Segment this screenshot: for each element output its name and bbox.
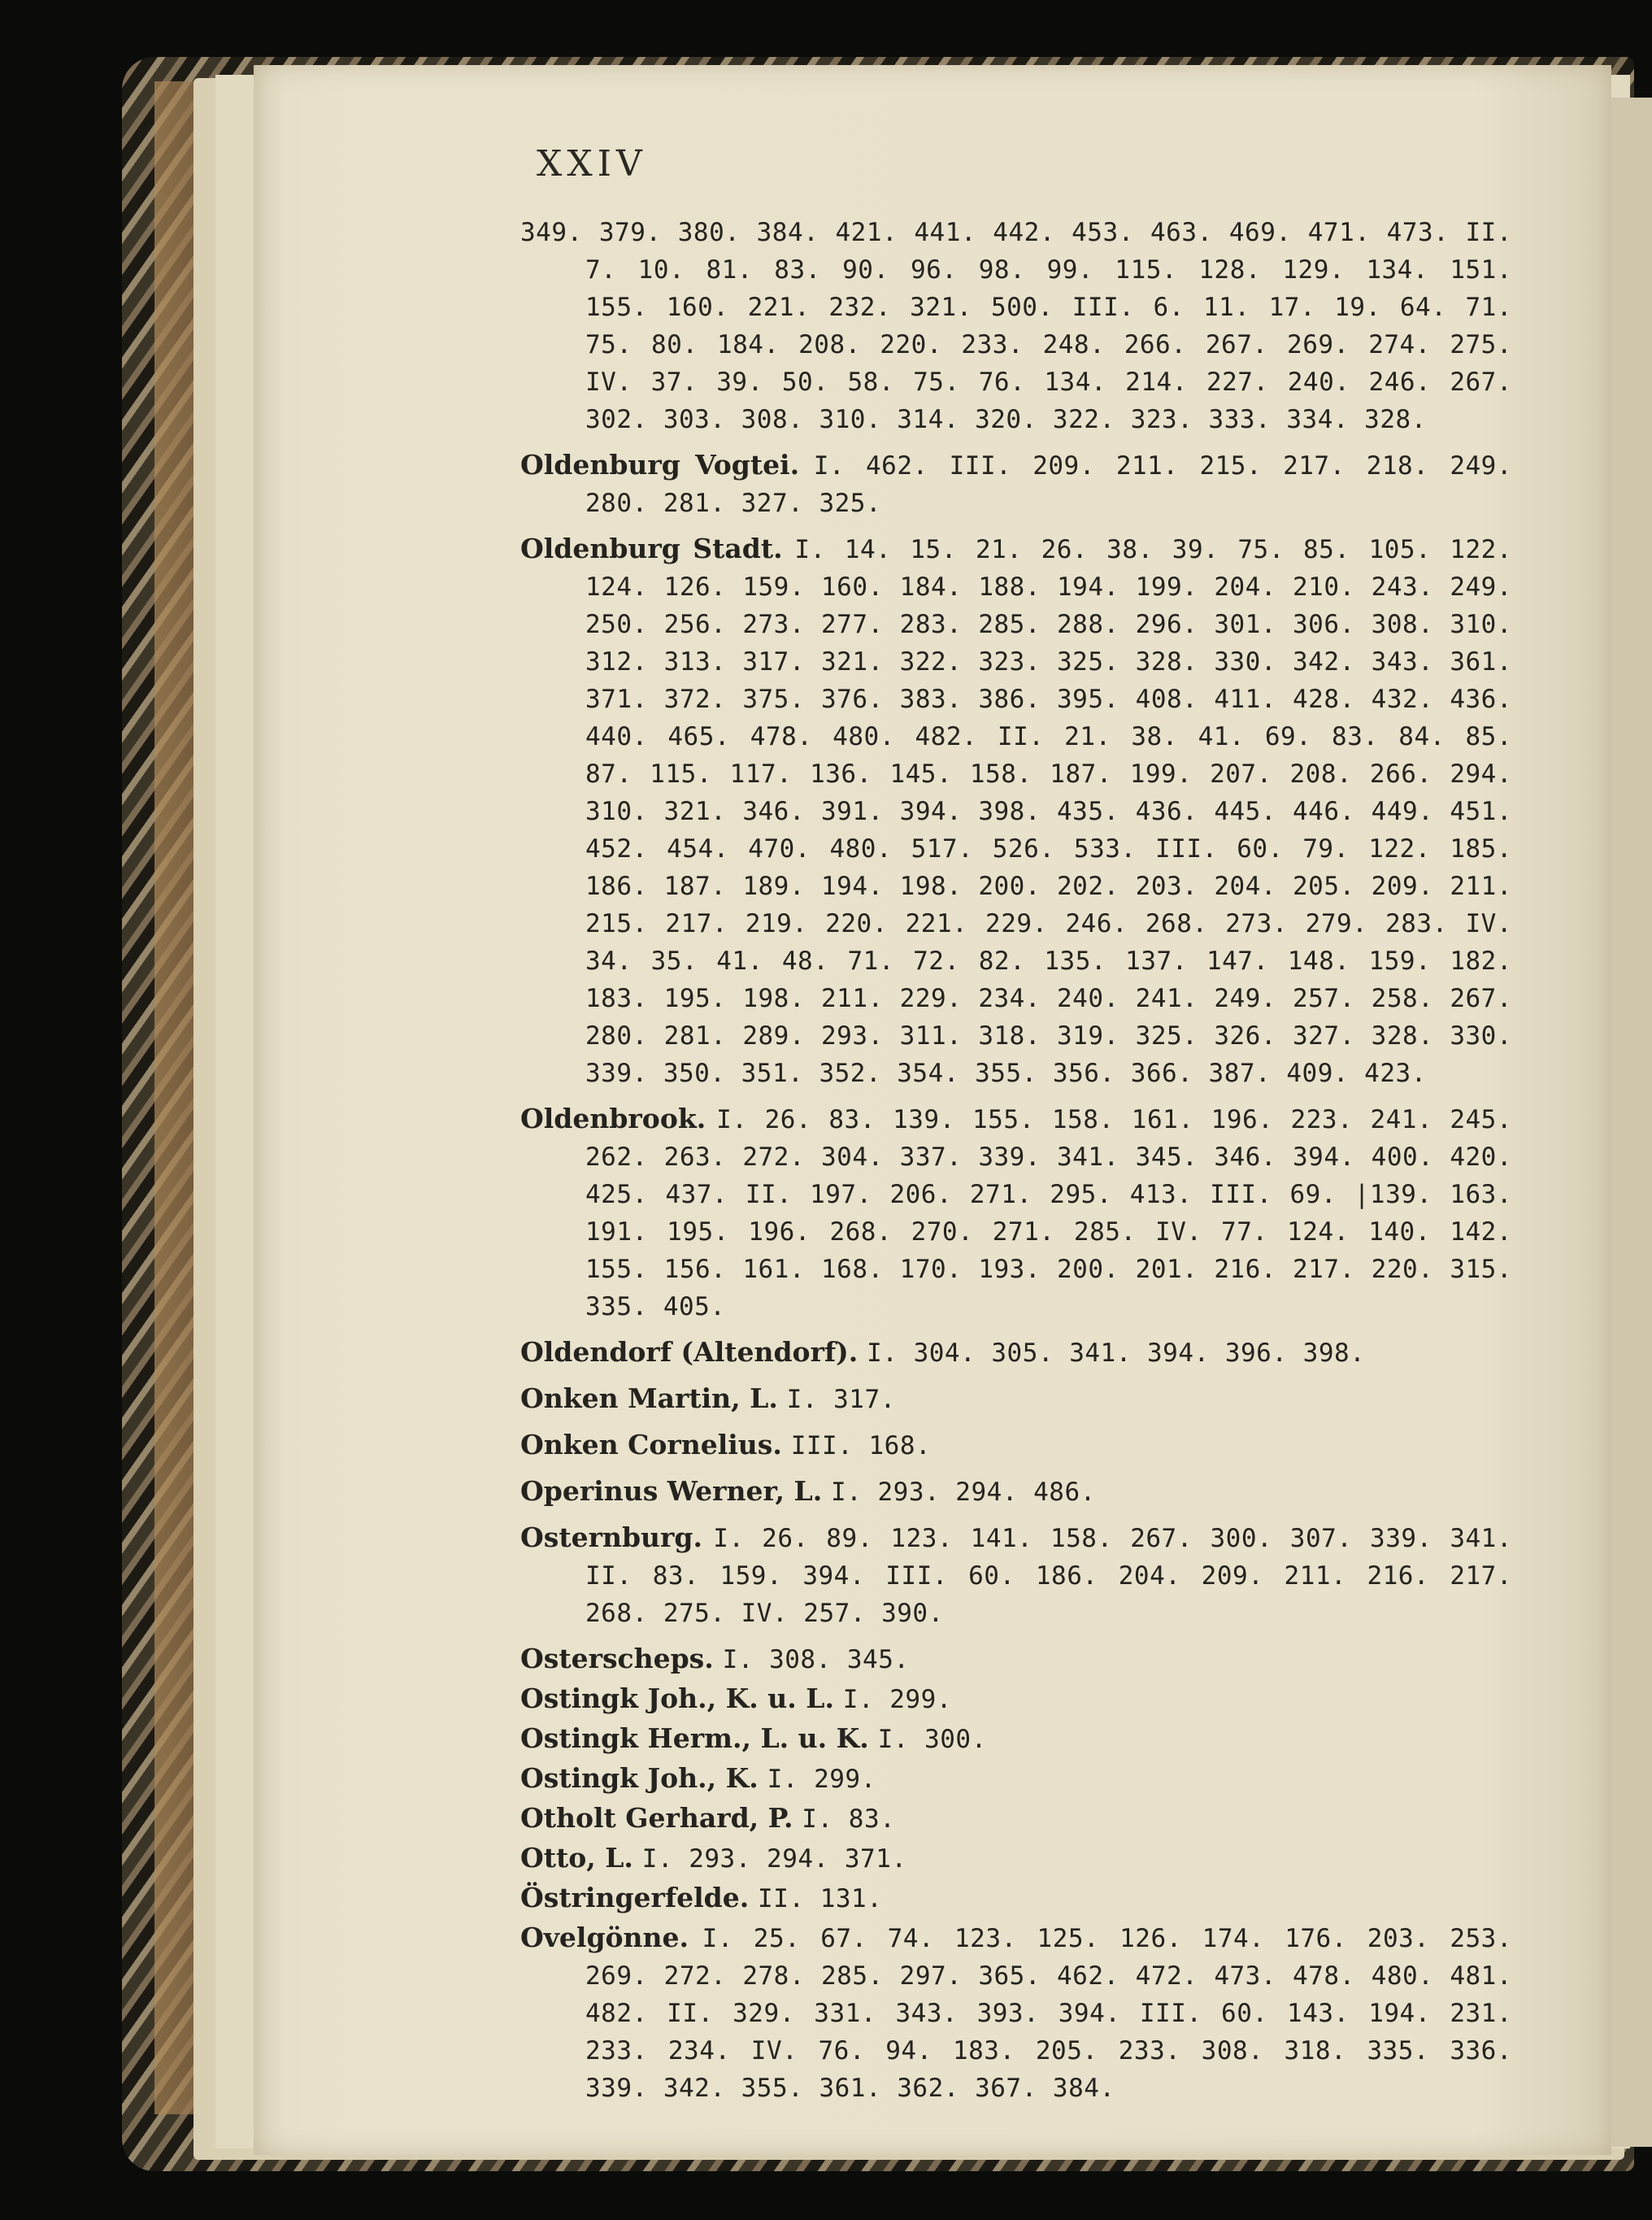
entry-heading: Oldendorf (Altendorf). bbox=[520, 1336, 859, 1368]
index-entry bbox=[520, 1760, 1512, 1798]
index-entry bbox=[520, 1519, 1512, 1632]
index-entries bbox=[520, 213, 1512, 2115]
index-entry bbox=[520, 1839, 1512, 1878]
entry-heading: Oldenbrook. bbox=[520, 1103, 706, 1134]
index-entry bbox=[520, 1473, 1512, 1511]
entry-references: 349. 379. 380. 384. 421. 441. 442. 453. 463. 469. 471. 473. II. 7. 10. 81. 83. 90. 96. 98. 99. 115. 128. 129. 134. 151. 155. 160. 221. 232. 321. 500. III. 6. 11. 17. 19. 64. 71. 75. 80. 184. 208. 220. 233. 248. 266. 267. 269. 274. 275. IV. 37. 39. 50. 58. 75. 76. 134. 214. 227. 240. 246. 267. 302. 303. 308. 310. 314. 320. 322. 323. 333. 334. 328. bbox=[520, 218, 1512, 434]
entry-heading: Östringerfelde. bbox=[520, 1882, 750, 1913]
page-number: XXIV bbox=[537, 143, 647, 185]
entry-heading: Otto, L. bbox=[520, 1842, 633, 1874]
index-entry bbox=[520, 446, 1512, 522]
index-entry bbox=[520, 1919, 1512, 2107]
facing-page-edge bbox=[1606, 98, 1652, 2147]
index-entry bbox=[520, 1100, 1512, 1325]
index-entry bbox=[520, 213, 1512, 438]
entry-heading: Onken Cornelius. bbox=[520, 1429, 782, 1460]
index-entry bbox=[520, 1720, 1512, 1758]
entry-heading: Otholt Gerhard, P. bbox=[520, 1802, 793, 1834]
entry-references: I. 25. 67. 74. 123. 125. 126. 174. 176. 203. 253. 269. 272. 278. 285. 297. 365. 462. 472. 473. 478. 480. 481. 482. II. 329. 331. 343. 393. 394. III. 60. 143. 194. 231. 233. 234. IV. 76. 94. 183. 205. 233. 308. 318. 335. 336. 339. 342. 355. 361. 362. 367. 384. bbox=[585, 1924, 1513, 2103]
entry-references: I. 300. bbox=[877, 1725, 987, 1754]
entry-references: I. 293. 294. 371. bbox=[641, 1844, 907, 1874]
entry-heading: Osterscheps. bbox=[520, 1643, 714, 1674]
entry-heading: Osternburg. bbox=[520, 1521, 702, 1553]
entry-references: I. 317. bbox=[786, 1385, 896, 1414]
entry-references: I. 299. bbox=[842, 1685, 952, 1714]
index-entry bbox=[520, 530, 1512, 1092]
entry-references: I. 304. 305. 341. 394. 396. 398. bbox=[867, 1339, 1366, 1368]
entry-references: I. 462. III. 209. 211. 215. 217. 218. 249. 280. 281. 327. 325. bbox=[585, 451, 1512, 518]
entry-references: I. 14. 15. 21. 26. 38. 39. 75. 85. 105. 122. 124. 126. 159. 160. 184. 188. 194. 199. 204. 210. 243. 249. 250. 256. 273. 277. 283. 285. 288. 296. 301. 306. 308. 310. 312. 313. 317. 321. 322. 323. 325. 328. 330. 342. 343. 361. 371. 372. 375. 376. 383. 386. 395. 408. 411. 428. 432. 436. 440. 465. 478. 480. 482. II. 21. 38. 41. 69. 83. 84. 85. 87. 115. 117. 136. 145. 158. 187. 199. 207. 208. 266. 294. 310. 321. 346. 391. 394. 398. 435. 436. 445. 446. 449. 451. 452. 454. 470. 480. 517. 526. 533. III. 60. 79. 122. 185. 186. 187. 189. 194. 198. 200. 202. 203. 204. 205. 209. 211. 215. 217. 219. 220. 221. 229. 246. 268. 273. 279. 283. IV. 34. 35. 41. 48. 71. 72. 82. 135. 137. 147. 148. 159. 182. 183. 195. 198. 211. 229. 234. 240. 241. 249. 257. 258. 267. 280. 281. 289. 293. 311. 318. 319. 325. 326. 327. 328. 330. 339. 350. 351. 352. 354. 355. 356. 366. 387. 409. 423. bbox=[585, 535, 1513, 1088]
entry-references: I. 293. 294. 486. bbox=[831, 1478, 1096, 1507]
entry-heading: Oldenburg Stadt. bbox=[520, 533, 783, 564]
entry-heading: Onken Martin, L. bbox=[520, 1382, 778, 1414]
entry-references: I. 308. 345. bbox=[722, 1645, 910, 1674]
entry-references: I. 83. bbox=[802, 1804, 896, 1834]
index-entry bbox=[520, 1380, 1512, 1418]
index-entry bbox=[520, 1426, 1512, 1465]
entry-heading: Ostingk Joh., K. bbox=[520, 1762, 759, 1794]
entry-references: I. 26. 89. 123. 141. 158. 267. 300. 307. 339. 341. II. 83. 159. 394. III. 60. 186. 204. 209. 211. 216. 217. 268. 275. IV. 257. 390. bbox=[585, 1524, 1512, 1628]
entry-references: I. 299. bbox=[767, 1765, 876, 1794]
index-entry bbox=[520, 1334, 1512, 1372]
index-entry bbox=[520, 1879, 1512, 1917]
entry-heading: Ostingk Joh., K. u. L. bbox=[520, 1682, 834, 1714]
entry-heading: Oldenburg Vogtei. bbox=[520, 449, 800, 481]
entry-heading: Ostingk Herm., L. u. K. bbox=[520, 1722, 869, 1754]
entry-heading: Operinus Werner, L. bbox=[520, 1475, 823, 1507]
entry-references: II. 131. bbox=[758, 1884, 883, 1913]
index-entry bbox=[520, 1640, 1512, 1678]
entry-references: I. 26. 83. 139. 155. 158. 161. 196. 223. 241. 245. 262. 263. 272. 304. 337. 339. 341. 345. 346. 394. 400. 420. 425. 437. II. 197. 206. 271. 295. 413. III. 69. |139. 163. 191. 195. 196. 268. 270. 271. 285. IV. 77. 124. 140. 142. 155. 156. 161. 168. 170. 193. 200. 201. 216. 217. 220. 315. 335. 405. bbox=[585, 1105, 1512, 1321]
entry-references: III. 168. bbox=[790, 1431, 932, 1460]
index-entry bbox=[520, 1800, 1512, 1838]
index-entry bbox=[520, 1680, 1512, 1718]
entry-heading: Ovelgönne. bbox=[520, 1922, 689, 1953]
